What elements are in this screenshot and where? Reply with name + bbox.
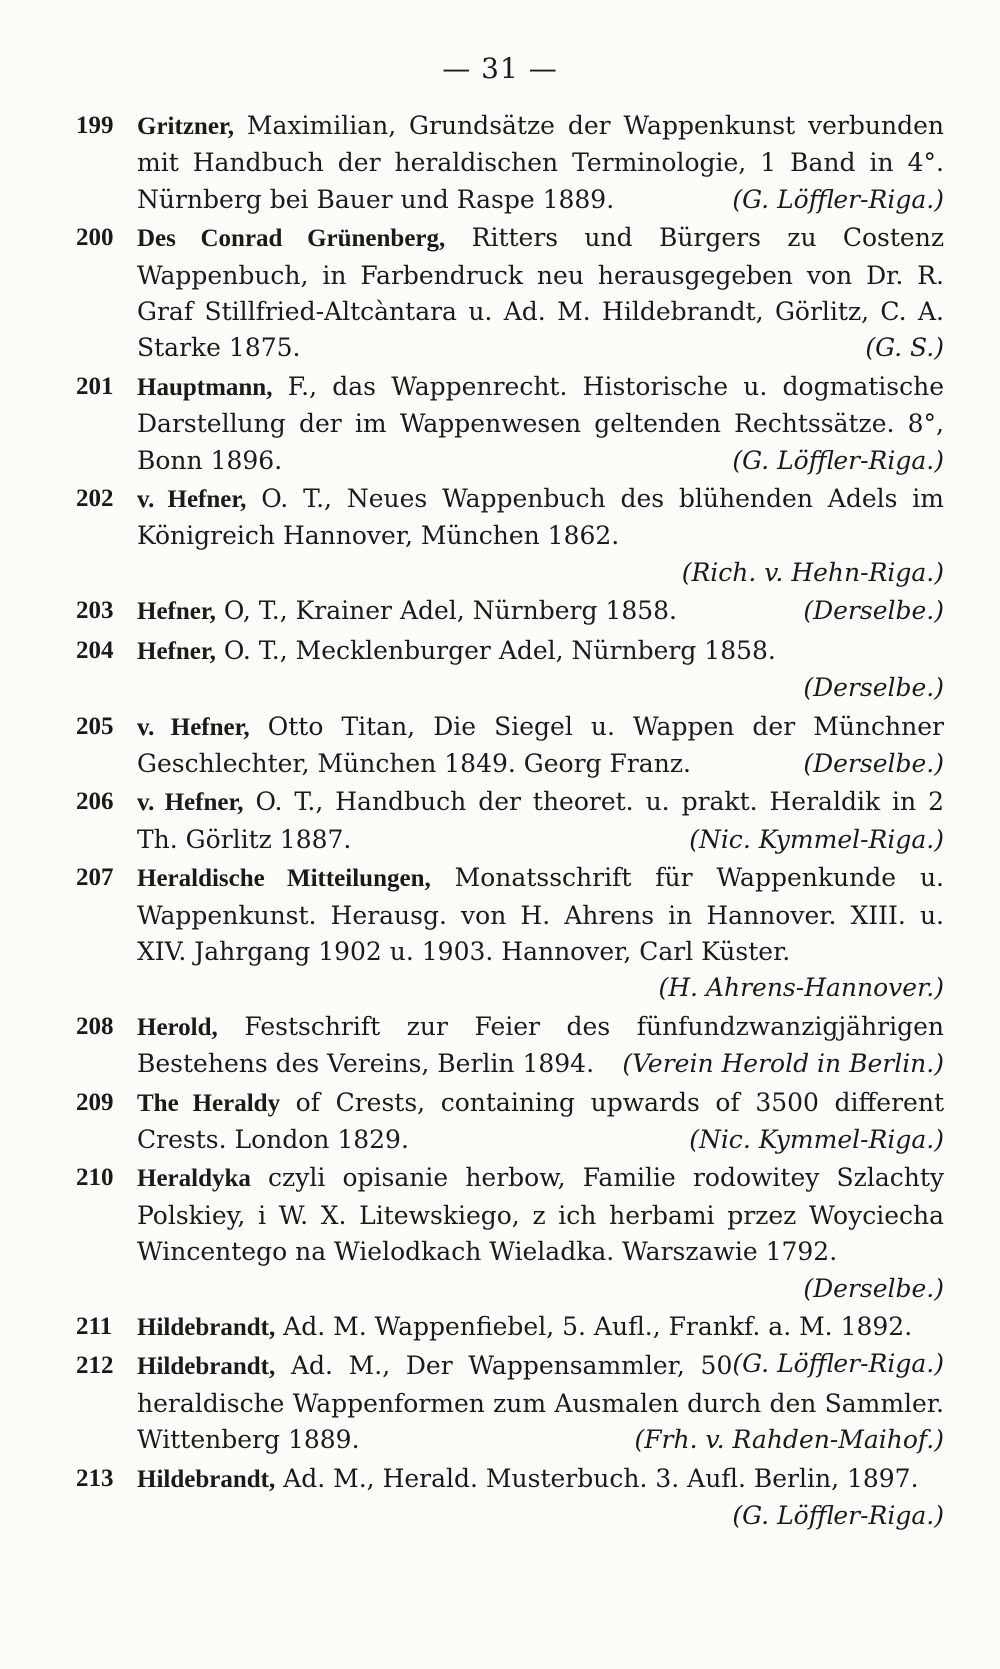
entry-text: Monatsschrift für Wappenkunde u. Wappenkunst. Herausg. von H. Ahrens in Hannover. XIII. u. XIV. Jahrgang 1902 u. 1903. Hannover, Carl Küster. <box>137 863 944 966</box>
entry-source: (Verein Herold in Berlin.) <box>622 1049 944 1079</box>
entry-author: Des Conrad Grünenberg, <box>137 225 446 253</box>
entry-author: Hildebrandt, <box>137 1314 276 1341</box>
entry-source: (G. Löffler-Riga.) <box>732 445 944 475</box>
list-item <box>76 481 944 591</box>
entry-text: czyli opisanie herbow, Familie rodowitey Szlachty Polskiey, i W. X. Litewskiego, z ich herbami przez Woyciecha Wincentego na Wielodkach Wieladka. Warszawie 1792. <box>137 1163 944 1267</box>
entry-number: 209 <box>76 1088 114 1116</box>
list-item <box>76 108 944 218</box>
list-item <box>76 784 944 858</box>
entry-author: v. Hefner, <box>137 789 244 817</box>
entry-number: 202 <box>76 485 114 513</box>
entry-author: Hauptmann, <box>137 373 273 401</box>
entry-number: 208 <box>76 1012 114 1040</box>
entry-source: (Rich. v. Hehn-Riga.) <box>681 557 944 587</box>
entry-author: Hefner, <box>137 598 216 626</box>
list-item <box>76 1085 944 1159</box>
entry-author: Herold, <box>137 1013 218 1041</box>
entry-number: 210 <box>76 1164 114 1192</box>
entry-text: O. T., Neues Wappenbuch des blühenden Adels im Königreich Hannover, München 1862. <box>137 484 944 551</box>
entry-text: Ad. M. Wappenfiebel, 5. Aufl., Frankf. a. M. 1892. <box>275 1312 913 1341</box>
entry-author: Heraldische Mitteilungen, <box>137 865 431 893</box>
entry-source: (Frh. v. Rahden-Maihof.) <box>634 1425 944 1455</box>
list-item <box>76 709 944 783</box>
entry-author: The Heraldy <box>137 1089 281 1117</box>
entry-text: F., das Wappenrecht. Historische u. dogmatische Darstellung der im Wappenwesen geltenden Rechtssätze. 8°, Bonn 1896. <box>137 371 944 475</box>
entry-number: 207 <box>76 864 114 892</box>
entry-number: 213 <box>76 1464 114 1492</box>
entry-text: O, T., Krainer Adel, Nürnberg 1858. <box>215 596 677 626</box>
entry-source: (G. S.) <box>865 333 944 363</box>
entry-source: (Nic. Kymmel-Riga.) <box>689 1124 944 1154</box>
list-item <box>76 593 944 630</box>
entry-source: (Derselbe.) <box>803 673 944 703</box>
entry-source: (H. Ahrens-Hannover.) <box>658 973 944 1003</box>
entry-author: Hefner, <box>137 637 216 665</box>
entry-number: 206 <box>76 788 114 816</box>
entry-text: Ad. M., Der Wappensammler, 50 heraldische Wappenformen zum Ausmalen durch den Sammler. Wittenberg 1889. <box>137 1351 944 1455</box>
bibliography-list <box>76 108 944 1534</box>
entry-source: (Derselbe.) <box>803 748 944 778</box>
list-item <box>76 1348 944 1458</box>
entry-author: Hildebrandt, <box>137 1465 276 1493</box>
entry-text: of Crests, containing upwards of 3500 different Crests. London 1829. <box>137 1087 944 1154</box>
entry-text: Otto Titan, Die Siegel u. Wappen der Münchner Geschlechter, München 1849. Georg Franz. <box>137 711 944 778</box>
entry-source: (G. Löffler-Riga.) <box>732 184 944 214</box>
entry-text: Ritters und Bürgers zu Costenz Wappenbuch, in Farbendruck neu herausgegeben von Dr. R. Graf Stillfried-Altcàntara u. Ad. M. Hildebrandt, Görlitz, C. A. Starke 1875. <box>137 223 944 363</box>
entry-text: Maximilian, Grundsätze der Wappenkunst verbunden mit Handbuch der heraldischen Terminologie, 1 Band in 4°. Nürnberg bei Bauer und Raspe 1889. <box>137 111 944 214</box>
entry-author: Heraldyka <box>137 1165 251 1193</box>
list-item <box>76 1009 944 1083</box>
list-item <box>76 1160 944 1307</box>
entry-text: O. T., Handbuch der theoret. u. prakt. Heraldik in 2 Th. Görlitz 1887. <box>137 787 944 854</box>
entry-text: Ad. M., Herald. Musterbuch. 3. Aufl. Berlin, 1897. <box>275 1463 919 1493</box>
entry-number: 205 <box>76 712 114 740</box>
entry-number: 212 <box>76 1352 114 1380</box>
list-item <box>76 220 944 367</box>
entry-source: (G. Löffler-Riga.) <box>732 1349 944 1379</box>
list-item <box>76 860 944 1007</box>
entry-source: (G. Löffler-Riga.) <box>732 1501 944 1531</box>
entry-source: (Nic. Kymmel-Riga.) <box>689 824 944 854</box>
entry-number: 199 <box>76 112 114 139</box>
list-item <box>76 633 944 707</box>
entry-author: v. Hefner, <box>137 713 250 741</box>
entry-number: 203 <box>76 597 114 625</box>
entry-text: Festschrift zur Feier des fünfundzwanzigjährigen Bestehens des Vereins, Berlin 1894. <box>137 1011 944 1079</box>
entry-source: (Derselbe.) <box>803 596 944 626</box>
list-item <box>76 369 944 479</box>
entry-text: O. T., Mecklenburger Adel, Nürnberg 1858. <box>215 635 776 665</box>
entry-number: 211 <box>76 1313 113 1340</box>
entry-author: Hildebrandt, <box>137 1353 276 1381</box>
entry-author: v. Hefner, <box>137 486 247 514</box>
entry-number: 200 <box>76 224 114 252</box>
page-number: — 31 — <box>442 52 558 85</box>
entry-number: 204 <box>76 636 114 664</box>
entry-source: (Derselbe.) <box>803 1273 944 1303</box>
list-item <box>76 1461 944 1531</box>
entry-number: 201 <box>76 372 114 400</box>
entry-author: Gritzner, <box>137 113 234 140</box>
